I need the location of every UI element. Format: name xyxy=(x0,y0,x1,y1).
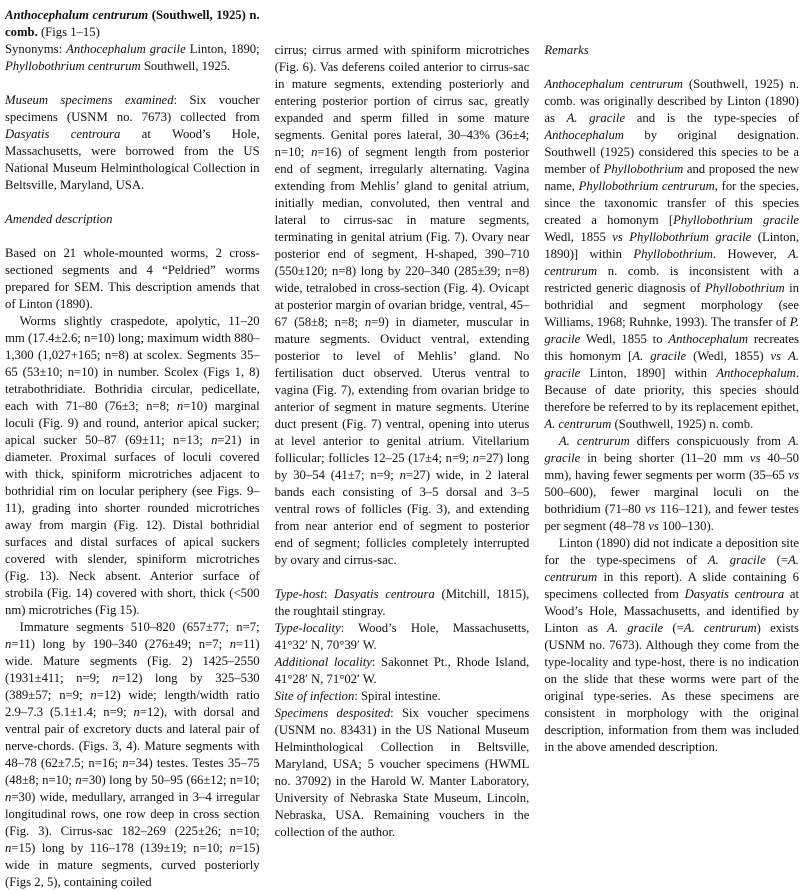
right-column xyxy=(544,7,799,891)
museum-specimens-paragraph: Museum specimens examined: Six voucher specimens (USNM no. 7673) collected from Dasyatis centroura at Wood’s Hole, Massachusetts, were borrowed from the US National Museum Helminthological Collection in Beltsville, Maryland, USA. xyxy=(5,93,260,192)
description-paragraph-continued: cirrus; cirrus armed with spiniform microtriches (Fig. 6). Vas deferens coiled anterior to cirrus-sac in mature segments, extending posteriorly and entering posterior portion of cirrus sac, greatly expanded and sperm filled in some mature segments. Genital pores lateral, 30–43% (36±4; n=10; n=16) of segment length from posterior end of segment, irregularly alternating. Vagina extending from Mehlis’ gland to genital atrium, initially median, convoluted, then ventral and lateral to cirrus-sac in mature segments, terminating in genital atrium (Fig. 7). Ovary near posterior end of segment, H-shaped, 390–710 (550±120; n=8) long by 220–340 (285±39; n=8) wide, tetralobed in cross-section (Fig. 4). Ovicapt at posterior margin of ovarian bridge, ventral, 45–67 (58±8; n=8; n=9) in diameter, muscular in mature segments. Oviduct ventral, extending posterior to level of Mehlis’ gland. No fertilisation duct observed. Uterus ventral to vagina (Fig. 7), extending from ovarian bridge to anterior of segment in mature segments. Uterine duct present (Fig. 7) ventral, opening into uterus at level anterior to genital atrium. Vitellarium follicular; follicles 12–25 (17±4; n=9; n=27) long by 30–54 (41±7; n=9; n=27) wide, in 2 lateral bands each consisting of 3–5 dorsal and 3–5 ventral rows of follicles (Fig. 3), and extending from near anterior end of segment to posterior end of segment; follicles completely interrupted by ovary and cirrus-sac. xyxy=(274,43,530,567)
remarks-heading: Remarks xyxy=(544,43,589,57)
description-paragraph-worms: Worms slightly craspedote, apolytic, 11–20 mm (17.4±2.6; n=10) long; maximum width 880–1,300 (1,027+165; n=8) at scolex. Segments 35–65 (53±10; n=10) in number. Scolex (Figs 1, 8) tetrabothridiate. Bothridia circular, pedicellate, each with 71–80 (76±3; n=8; n=10) marginal loculi (Fig. 9) and round, anterior apical sucker; apical sucker 50–87 (69±11; n=13; n=21) in diameter. Proximal surfaces of loculi covered with thick, spiniform microtriches adjacent to bothridial rim on locular periphery (see Figs. 9–11), grading into shorter rounded microtriches away from margin (Fig. 12). Distal bothridial surfaces and distal surfaces of apical suckers covered with slender, spiniform microtriches (Fig. 13). Neck absent. Anterior surface of strobila (Fig. 14) covered with short, thick (<500 nm) microtriches (Fig 15). xyxy=(5,314,260,617)
remarks-paragraph-differences: A. centrurum differs conspicuously from A. gracile in being shorter (11–20 mm vs 40–50 mm), having fewer segments per worm (35–65 vs 500–600), fewer marginal loculi on the bothridium (71–80 vs 116–121), and fewer testes per segment (48–78 vs 100–130). xyxy=(544,434,800,533)
left-column xyxy=(5,7,260,891)
description-paragraph-segments: Immature segments 510–820 (657±77; n=7; n=11) long by 190–340 (276±49; n=7; n=11) wide. Mature segments (Fig. 2) 1425–2550 (1931±411; n=9; n=12) long by 325–530 (389±57; n=9; n=12) wide; length/width ratio 2.9–7.3 (5.1±1.4; n=9; n=12), with dorsal and ventral pair of excretory ducts and lateral pair of nerve-chords. (Figs. 3, 4). Mature segments with 48–78 (62±7.5; n=16; n=34) testes. Testes 35–75 (48±8; n=10; n=30) long by 50–95 (66±12; n=10; n=30) wide, medullary, arranged in 3–4 irregular longitudinal rows, one row deep in cross section (Fig. 3). Cirrus-sac 182–269 (225±26; n=10; n=15) long by 116–178 (139±19; n=10; n=15) wide in mature segments, curved posteriorly (Figs 2, 5), containing coiled xyxy=(5,620,260,889)
type-host-line: Type-host: Dasyatis centroura (Mitchill, 1815), the roughtail stingray. xyxy=(274,587,530,618)
additional-locality-line: Additional locality: Sakonnet Pt., Rhode Island, 41°28′ N, 71°02′ W. xyxy=(274,655,530,686)
remarks-paragraph-history: Anthocephalum centrurum (Southwell, 1925) n. comb. was originally described by Linton (1890) as A. gracile and is the type-species of Anthocephalum by original designation. Southwell (1925) considered this species to be a member of Phyllobothrium and proposed the new name, Phyllobothrium centrurum, for the species, since the taxonomic transfer of this species created a homonym [Phyllobothrium gracile Wedl, 1855 vs Phyllobothrium gracile (Linton, 1890)] within Phyllobothrium. However, A. centrurum n. comb. is inconsistent with a restricted generic diagnosis of Phyllobothrium in bothridial and segment morphology (see Williams, 1968; Ruhnke, 1993). The transfer of P. gracile Wedl, 1855 to Anthocephalum recreates this homonym [A. gracile (Wedl, 1855) vs A. gracile Linton, 1890] within Anthocephalum. Because of date priority, this species should therefore be referred to by its replacement epithet, A. centrurum (Southwell, 1925) n. comb. xyxy=(544,77,800,431)
amended-description-heading: Amended description xyxy=(5,212,113,226)
synonyms-line: Synonyms: Anthocephalum gracile Linton, 1890; Phyllobothrium centrurum Southwell, 1925. xyxy=(5,42,260,73)
remarks-paragraph-deposition: Linton (1890) did not indicate a deposition site for the type-specimens of A. gracile (=A. centrurum in this report). A slide containing 6 specimens collected from Dasyatis centroura at Wood’s Hole, Massachusetts, and identified by Linton as A. gracile (=A. centrurum) exists (USNM no. 7673). Although they come from the type-locality and type-host, there is no indication on the slide that these worms were part of the original type-series. As these specimens are consistent in morphology with the original description, information from them was included in the above amended description. xyxy=(544,536,799,754)
type-locality-line: Type-locality: Wood’s Hole, Massachusetts, 41°32′ N, 70°39′ W. xyxy=(274,621,530,652)
species-title: Anthocephalum centrurum (Southwell, 1925) n. comb. (Figs 1–15) xyxy=(5,8,260,39)
site-of-infection-line: Site of infection: Spiral intestine. xyxy=(274,689,441,703)
specimens-deposited-paragraph: Specimens desposited: Six voucher specimens (USNM no. 83431) in the US National Museum Helminthological Collection in Beltsville, Maryland, USA; 5 voucher specimens (HWML no. 37092) in the Harold W. Manter Laboratory, University of Nebraska State Museum, Lincoln, Nebraska, USA. Remaining vouchers in the collection of the author. xyxy=(274,706,530,839)
description-paragraph-basis: Based on 21 whole-mounted worms, 2 cross-sectioned segments and 4 “Peldried” worms prepared for SEM. This description amends that of Linton (1890). xyxy=(5,246,260,311)
middle-column xyxy=(275,7,530,891)
